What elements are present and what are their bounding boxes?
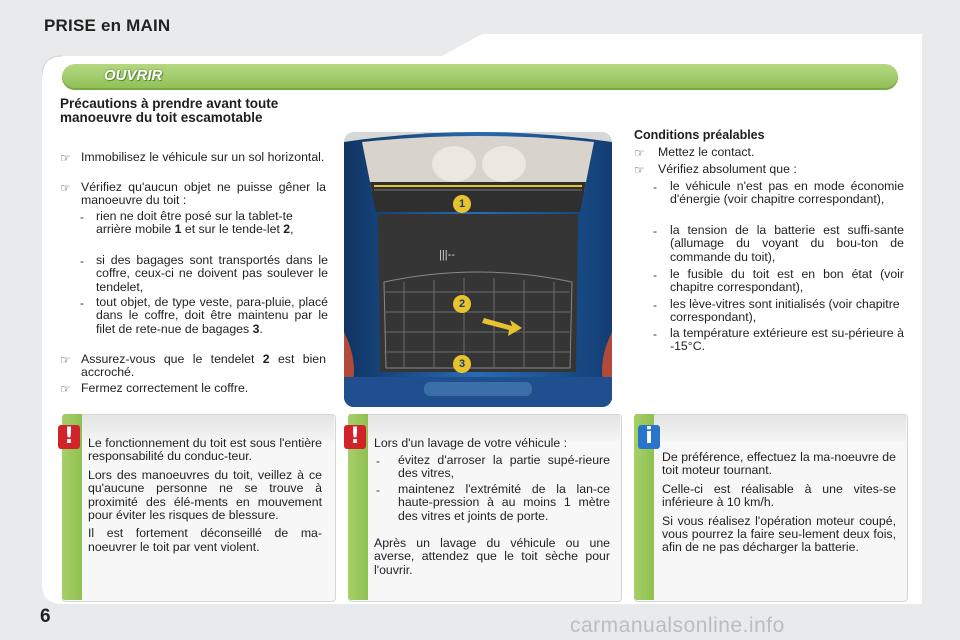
warning-icon: ! (344, 425, 366, 449)
condition-subitem: le véhicule n'est pas en mode économie d'énergie (voir chapitre correspondant), (670, 179, 904, 207)
condition-item: Vérifiez absolument que : (658, 162, 797, 176)
bullet-icon: ☞ (60, 181, 71, 195)
precaution-item: Immobilisez le véhicule sur un sol horizontal. (81, 150, 325, 164)
info-text: De préférence, effectuez la ma-noeuvre de toit moteur tournant. Celle-ci est réalisable à une vites-se inférieure à 10 km/h. Si vous réalisez l'opération moteur coupé, vous pourrez la faire seu-lement deux fois, afin de ne pas décharger la batterie. (662, 450, 896, 555)
dash-marker: - (653, 327, 657, 341)
dash-marker: - (376, 454, 380, 468)
section-title-bar (62, 64, 898, 90)
bullet-icon: ☞ (634, 163, 645, 177)
condition-item: Mettez le contact. (658, 145, 755, 159)
precaution-item: Vérifiez qu'aucun objet ne puisse gêner la manoeuvre du toit : (81, 180, 326, 208)
trunk-photo (344, 132, 612, 407)
page-header-title: PRISE en MAIN (44, 16, 171, 35)
warning-outro: Après un lavage du véhicule ou une averse, attendez que le toit sèche pour l'ouvrir. (374, 536, 610, 577)
precaution-subitem: tout objet, de type veste, para-pluie, placé dans le coffre, doit être maintenu par le filet de rete-nue de bagages 3. (96, 295, 328, 336)
dash-marker: - (80, 254, 84, 268)
precaution-item: Fermez correctement le coffre. (81, 381, 249, 395)
info-icon: i (638, 425, 660, 449)
dash-marker: - (376, 483, 380, 497)
warning-text: Le fonctionnement du toit est sous l'entière responsabilité du conduc-teur. Lors des manoeuvres du toit, veillez à ce qu'aucune personne ne se trouve à proximité des élé-ments en mouvement pour éviter les risques de blessure. Il est fortement déconseillé de ma-noeuvrer le toit par vent violent. (88, 436, 322, 554)
condition-subitem: le fusible du toit est en bon état (voir chapitre correspondant), (670, 267, 904, 295)
svg-text:|||--: |||-- (439, 249, 455, 261)
bullet-icon: ☞ (634, 146, 645, 160)
callout-marker: 2 (453, 295, 471, 313)
callout-marker: 1 (453, 195, 471, 213)
conditions-heading: Conditions préalables (634, 128, 765, 142)
condition-subitem: la température extérieure est su-périeure à -15°C. (670, 326, 904, 354)
warning-subitem: évitez d'arroser la partie supé-rieure des vitres, (398, 453, 610, 481)
warning-icon: ! (58, 425, 80, 449)
dash-marker: - (653, 180, 657, 194)
condition-subitem: la tension de la batterie est suffi-sante (allumage du voyant du bou-ton de commande du toit), (670, 223, 904, 264)
dash-marker: - (80, 296, 84, 310)
page-number: 6 (40, 606, 51, 627)
bullet-icon: ☞ (60, 151, 71, 165)
dash-marker: - (653, 298, 657, 312)
bullet-icon: ☞ (60, 382, 71, 396)
watermark: carmanualsonline.info (570, 614, 785, 637)
condition-subitem: les lève-vitres sont initialisés (voir chapitre correspondant), (670, 297, 900, 325)
callout-marker: 3 (453, 355, 471, 373)
bullet-icon: ☞ (60, 353, 71, 367)
precaution-subitem: rien ne doit être posé sur la tablet-te arrière mobile 1 et sur le tende-let 2, (96, 209, 294, 237)
precaution-item: Assurez-vous que le tendelet 2 est bien accroché. (81, 352, 326, 380)
section-title: OUVRIR (104, 67, 163, 84)
warning-intro: Lors d'un lavage de votre véhicule : (374, 436, 568, 450)
dash-marker: - (80, 210, 84, 224)
precaution-subitem: si des bagages sont transportés dans le coffre, ceux-ci ne doivent pas soulever le tendelet, (96, 253, 328, 294)
dash-marker: - (653, 224, 657, 238)
box-header (654, 415, 906, 441)
dash-marker: - (653, 268, 657, 282)
warning-subitem: maintenez l'extrémité de la lan-ce haute-pression à au moins 1 mètre des vitres et joints de porte. (398, 482, 610, 523)
precautions-heading: Précautions à prendre avant toute manoeuvre du toit escamotable (60, 96, 279, 125)
